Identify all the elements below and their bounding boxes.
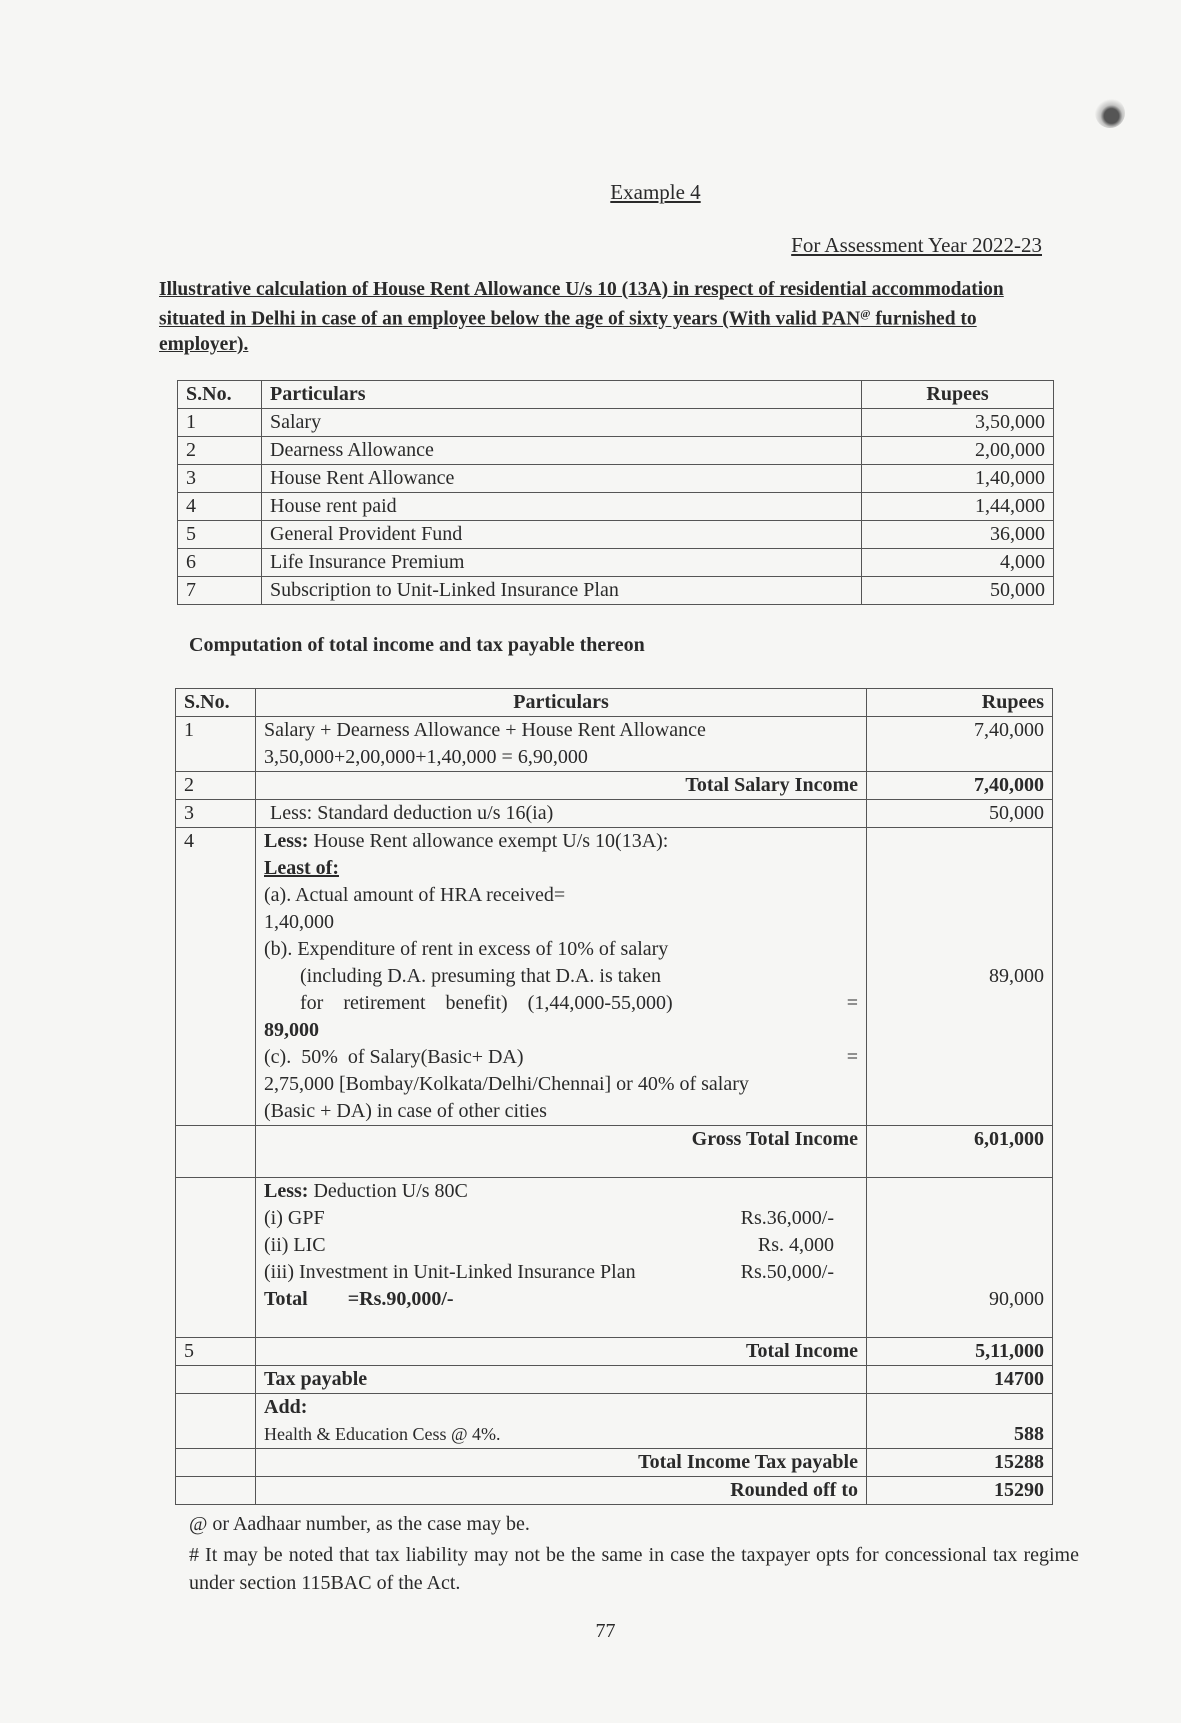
- row-particular: Dearness Allowance: [262, 437, 862, 465]
- hra-exempt-heading: Less: House Rent allowance exempt U/s 10(13A):: [264, 830, 669, 852]
- row-sno: 2: [178, 437, 262, 465]
- row-particular: House Rent Allowance: [262, 465, 862, 493]
- option-c-line3: (Basic + DA) in case of other cities: [264, 1100, 547, 1122]
- row-sno: 2: [176, 772, 256, 800]
- deduction-item-ulip: (iii) Investment in Unit-Linked Insurance Plan Rs.50,000/-: [264, 1261, 834, 1283]
- option-a-line2: 1,40,000: [264, 911, 334, 933]
- cess-text: Health & Education Cess @ 4%.: [264, 1424, 501, 1444]
- row-amount: 36,000: [862, 521, 1054, 549]
- row-particular: [256, 1178, 867, 1338]
- row-particular: Less: Standard deduction u/s 16(ia): [256, 800, 867, 828]
- row-amount: 5,11,000: [867, 1338, 1053, 1366]
- option-c-line1: (c). 50% of Salary(Basic+ DA) =: [264, 1046, 858, 1068]
- table-row: [178, 465, 1054, 493]
- table-row-total-income: [176, 1338, 1053, 1366]
- example-title: Example 4: [610, 180, 701, 204]
- row-particular: House rent paid: [262, 493, 862, 521]
- table-row-total-tax: [176, 1449, 1053, 1477]
- row-amount: 588: [867, 1394, 1053, 1449]
- computation-title: Computation of total income and tax payable thereon: [189, 634, 645, 656]
- row-particular: Tax payable: [256, 1366, 867, 1394]
- table-header-row: [176, 689, 1053, 717]
- row-sno: 4: [176, 828, 256, 1126]
- table-row-gross-total: [176, 1126, 1053, 1178]
- row-amount: 6,01,000: [867, 1126, 1053, 1178]
- row-sno: 3: [176, 800, 256, 828]
- row-sno-empty: [176, 1449, 256, 1477]
- row-sno-empty: [176, 1394, 256, 1449]
- table-row-80c-deduction: [176, 1178, 1053, 1338]
- row-particular: Gross Total Income: [256, 1126, 867, 1178]
- header-rupees: Rupees: [867, 689, 1053, 717]
- row-amount: 50,000: [862, 577, 1054, 605]
- header-sno: S.No.: [176, 689, 256, 717]
- table-row: [178, 521, 1054, 549]
- header-rupees: Rupees: [862, 381, 1054, 409]
- row-sno: 1: [178, 409, 262, 437]
- page-number: 77: [595, 1620, 616, 1642]
- table-row: [178, 437, 1054, 465]
- row-particular: Total Income: [256, 1338, 867, 1366]
- row-amount: 2,00,000: [862, 437, 1054, 465]
- row-particular: [256, 828, 867, 1126]
- row-sno-empty: [176, 1366, 256, 1394]
- row-particular: Subscription to Unit-Linked Insurance Plan: [262, 577, 862, 605]
- row-amount: 3,50,000: [862, 409, 1054, 437]
- header-sno: S.No.: [178, 381, 262, 409]
- row-particular: [256, 1394, 867, 1449]
- option-b-line1: (b). Expenditure of rent in excess of 10% of salary: [264, 938, 669, 960]
- salary-sum-line1: Salary + Dearness Allowance + House Rent Allowance: [264, 719, 706, 741]
- table-row-rounded: [176, 1477, 1053, 1505]
- add-label: Add:: [264, 1396, 308, 1418]
- row-amount: 15290: [867, 1477, 1053, 1505]
- option-a-line1: (a). Actual amount of HRA received=: [264, 884, 566, 906]
- row-particular: General Provident Fund: [262, 521, 862, 549]
- row-sno: 5: [178, 521, 262, 549]
- row-particular: Rounded off to: [256, 1477, 867, 1505]
- table-row: [178, 409, 1054, 437]
- option-b-value: 89,000: [264, 1019, 319, 1041]
- option-c-line2: 2,75,000 [Bombay/Kolkata/Delhi/Chennai] or 40% of salary: [264, 1073, 749, 1095]
- table-row-total-salary: [176, 772, 1053, 800]
- row-particular: Total Salary Income: [256, 772, 867, 800]
- table-row: [178, 493, 1054, 521]
- row-particular: Salary: [262, 409, 862, 437]
- row-amount: 1,44,000: [862, 493, 1054, 521]
- row-particular: Life Insurance Premium: [262, 549, 862, 577]
- row-sno: 5: [176, 1338, 256, 1366]
- row-amount: 14700: [867, 1366, 1053, 1394]
- heading-superscript: @: [860, 308, 871, 320]
- computation-table: [175, 688, 1053, 1505]
- deduction-total: Total =Rs.90,000/-: [264, 1288, 454, 1310]
- row-sno: 4: [178, 493, 262, 521]
- table-row-tax-payable: [176, 1366, 1053, 1394]
- table-row-hra-exemption: [176, 828, 1053, 1126]
- scan-smudge: [1095, 98, 1125, 128]
- deduction-item-gpf: (i) GPF Rs.36,000/-: [264, 1207, 834, 1229]
- table-row-salary-sum: [176, 717, 1053, 772]
- option-b-line3: for retirement benefit) (1,44,000-55,000) =: [300, 992, 858, 1014]
- row-amount: 7,40,000: [867, 772, 1053, 800]
- row-amount: 4,000: [862, 549, 1054, 577]
- table-row: [178, 549, 1054, 577]
- footnote-tax-regime: # It may be noted that tax liability may not be the same in case the taxpayer opts for concessional tax regime under section 115BAC of the Act.: [189, 1544, 1079, 1594]
- row-amount: 89,000: [867, 828, 1053, 1126]
- table-row: [178, 577, 1054, 605]
- row-sno-empty: [176, 1178, 256, 1338]
- heading-text: Illustrative calculation of House Rent Allowance U/s 10 (13A) in respect of residential accommodation situated in Delhi in case of an employee below the age of sixty years (With valid PAN: [159, 279, 1004, 330]
- footnote-aadhaar: @ or Aadhaar number, as the case may be.: [189, 1513, 530, 1535]
- least-of-label: Least of:: [264, 857, 339, 879]
- row-sno: 3: [178, 465, 262, 493]
- table-row-standard-deduction: [176, 800, 1053, 828]
- row-sno-empty: [176, 1126, 256, 1178]
- header-particulars: Particulars: [256, 689, 867, 717]
- assessment-year: For Assessment Year 2022-23: [791, 233, 1042, 257]
- heading-text-end: furnished to employer).: [159, 308, 977, 355]
- row-amount: 7,40,000: [867, 717, 1053, 772]
- row-sno: 1: [176, 717, 256, 772]
- row-sno: 6: [178, 549, 262, 577]
- salary-sum-line2: 3,50,000+2,00,000+1,40,000 = 6,90,000: [264, 746, 588, 768]
- row-amount: 90,000: [867, 1178, 1053, 1338]
- input-data-table: [177, 380, 1054, 605]
- row-particular: Total Income Tax payable: [256, 1449, 867, 1477]
- table-header-row: [178, 381, 1054, 409]
- row-sno-empty: [176, 1477, 256, 1505]
- row-amount: 15288: [867, 1449, 1053, 1477]
- row-sno: 7: [178, 577, 262, 605]
- header-particulars: Particulars: [262, 381, 862, 409]
- deduction-heading: Less: Deduction U/s 80C: [264, 1180, 468, 1202]
- row-amount: 50,000: [867, 800, 1053, 828]
- table-row-cess: [176, 1394, 1053, 1449]
- document-heading: [159, 277, 1044, 357]
- row-particular: [256, 717, 867, 772]
- deduction-item-lic: (ii) LIC Rs. 4,000: [264, 1234, 834, 1256]
- option-b-line2: (including D.A. presuming that D.A. is taken: [300, 965, 662, 987]
- row-amount: 1,40,000: [862, 465, 1054, 493]
